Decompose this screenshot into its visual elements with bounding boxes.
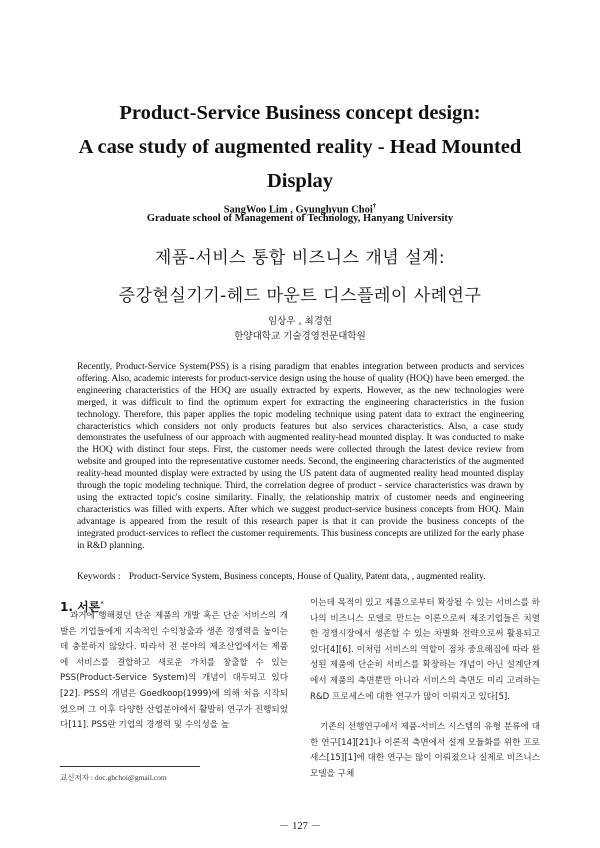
page-number: － 127 － [279, 821, 321, 832]
paper-title-line-1: Product-Service Business concept design: [119, 102, 481, 124]
paper-title-line-2: A case study of augmented reality - Head Mounted [78, 136, 522, 158]
footnote-divider [60, 766, 200, 767]
section-footnote-mark: * [100, 600, 104, 608]
keywords-label: Keywords : [77, 572, 121, 582]
keywords-list: Product-Service System, Business concepts, House of Quality, Patent data, , augmented reality. [128, 572, 486, 582]
korean-title-line-1: 제품-서비스 통합 비즈니스 개념 설계: [154, 248, 446, 268]
author-list: SangWoo Lim , Gyunghyun Choi [223, 204, 373, 216]
abstract: Recently, Product-Service System(PSS) is a rising paradigm that enables integration between products and services offering. Also, academic interests for product-service design using the house of quality (HOQ) have been emerged. the engineering characteristics of the HOQ are usually extracted by experts. However, as the new technologies were merged, it was difficult to find the optimum expert for extracting the engineering characteristics in the fusion technology. Therefore, this paper applies the topic modeling technique using patent data to extract the engineering characteristics which considers not only products features but also services characteristics. Also, a case study demonstrates the usefulness of our approach with augmented reality-head mounted display. It was conducted to make the HOQ with distinct four steps. First, the customer needs were collected through the latest device review from website and grouped into the representative customer needs. Second, the engineering characteristics of the augmented reality-head mounted display were extracted by using the US patent data of augmented reality head mounted display through the topic modeling technique. Third, the correlation degree of product - service characteristics was drawn by using the extracted topic's cosine similarity. Finally, the relationship matrix of customer needs and engineering characteristics was filled with experts. After which we suggest product-service business concepts from HOQ. Main advantage is appeared from the result of this research paper is that it can provide the business concepts of the integrated product-services to reflect the customer requirements. This business concepts are utilized for the early phase in R&D planning. [77, 362, 524, 551]
right-column [310, 596, 540, 783]
intro-paragraph-1-continued: 이는데 목적이 있고 제품으로부터 확장될 수 있는 서비스를 하나의 비즈니스 모델로 만드는 이론으로써 제조기업들은 치열한 경쟁시장에서 생존할 수 있는 차별화 전략으로써 활용되고 있다[4][6]. 이처럼 서비스의 역할이 점차 중요해짐에 따라 완성된 제품에 단순히 서비스를 확장하는 개념이 아닌 설계단계에서 제품의 측면뿐만 아니라 서비스의 측면도 미리 고려하는 R&D 프로세스에 대한 연구가 많이 이뤄지고 있다[5]. [310, 598, 540, 702]
author-affiliation: Graduate school of Management of Technology, Hanyang University [146, 213, 454, 224]
korean-affiliation: 한양대학교 기술경영전문대학원 [234, 331, 366, 342]
keywords-line [77, 571, 537, 583]
intro-paragraph-1: 과거에 행해졌던 단순 제품의 개발 혹은 단순 서비스의 개발은 기업들에게 지속적인 수익창출과 생존 경쟁력을 높이는데 충분하지 않았다. 따라서 전 분야의 제조산업에서는 제품에 서비스를 결합하고 새로운 가치를 창출할 수 있는 PSS(Product-Service System)의 개념이 대두되고 있다[22]. PSS의 개념은 Goedkoop(1999)에 의해 처음 시작되었으며 그 이후 다양한 산업분야에서 활발히 연구가 진행되었다[11]. PSS란 기업의 경쟁력 및 수익성을 높 [60, 611, 288, 731]
left-column [60, 609, 288, 734]
intro-paragraph-2: 기존의 선행연구에서 제품-서비스 시스템의 유형 분류에 대한 연구[14][21]나 이론적 측면에서 설계 모듈화를 위한 프로세스[15][1]에 대한 연구는 많이 이뤄졌으나 실제로 비즈니스 모델을 구체 [310, 722, 540, 779]
corresponding-author-mark: † [372, 202, 377, 210]
paper-title-line-3: Display [266, 170, 334, 192]
korean-title-line-2: 증강현실기기-헤드 마운트 디스플레이 사례연구 [118, 286, 482, 306]
corresponding-author-footnote: 교신저자 : doc.ghchoi@gmail.com [60, 773, 167, 782]
section-title: 1. 서론 [60, 600, 101, 614]
korean-author-names: 임상우 , 최경현 [267, 316, 333, 327]
